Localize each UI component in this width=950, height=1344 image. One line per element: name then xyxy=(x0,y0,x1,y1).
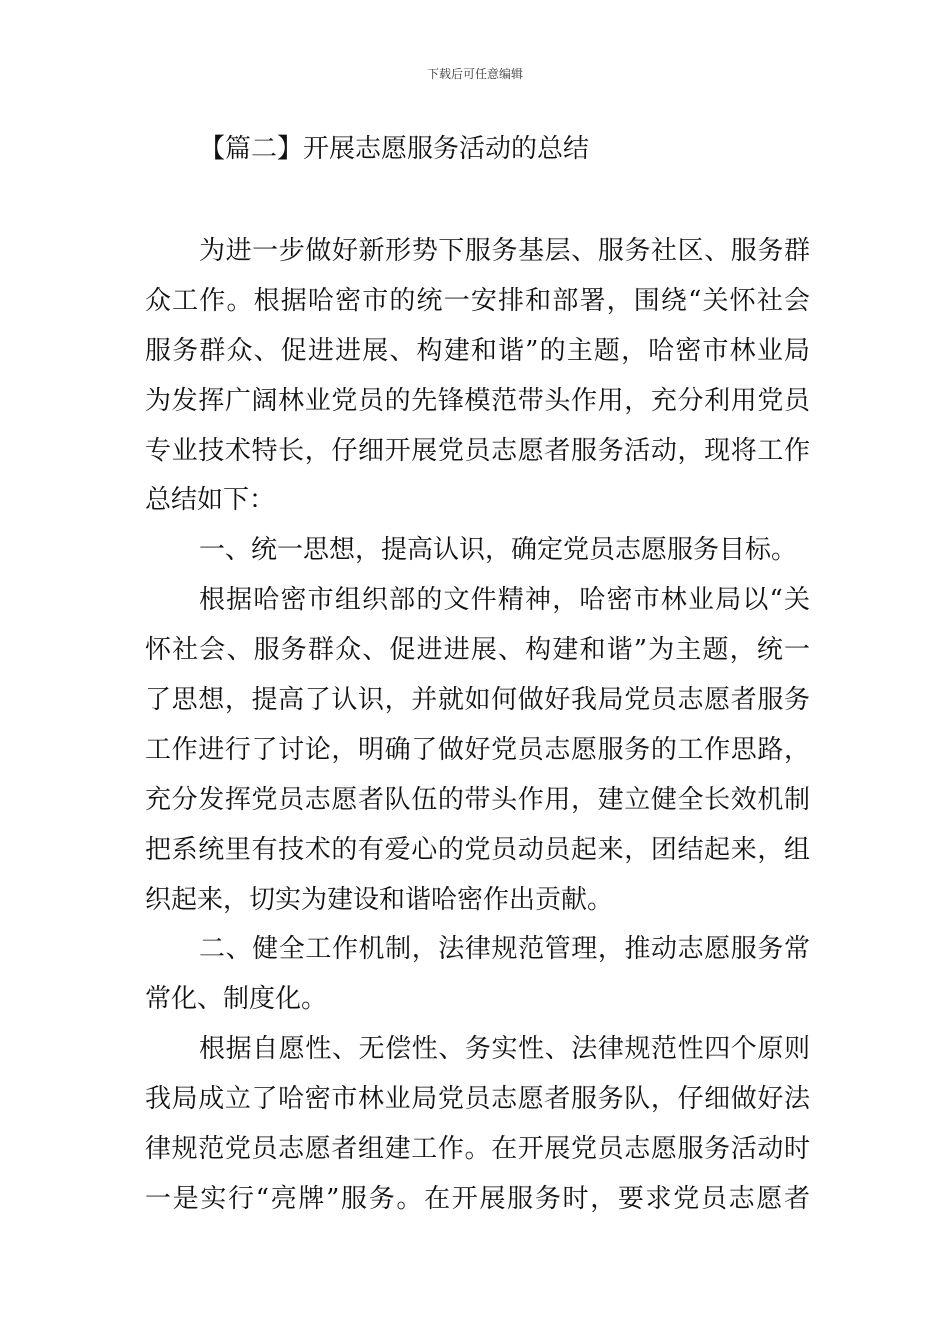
paragraph-line: 专业技术特长，仔细开展党员志愿者服务活动，现将工作 xyxy=(145,435,810,466)
paragraph-line: 根据自愿性、无偿性、务实性、法律规范性四个原则 xyxy=(199,1034,810,1065)
paragraph-line: 为进一步做好新形势下服务基层、服务社区、服务群 xyxy=(199,236,810,266)
header-note: 下载后可任意编辑 xyxy=(426,67,523,81)
paragraph-line: 织起来，切实为建设和谐哈密作出贡献。 xyxy=(145,884,614,915)
paragraph-line: 为发挥广阔林业党员的先锋模范带头作用，充分利用党员 xyxy=(145,385,810,416)
section-heading: 二、健全工作机制，法律规范管理，推动志愿服务常 xyxy=(199,934,810,965)
section-heading: 常化、制度化。 xyxy=(145,984,328,1015)
paragraph-line: 了思想，提高了认识，并就如何做好我局党员志愿者服务 xyxy=(145,685,810,716)
document-title: 【篇二】开展志愿服务活动的总结 xyxy=(199,134,590,164)
paragraph-line: 一是实行“亮牌”服务。在开展服务时，要求党员志愿者 xyxy=(145,1183,810,1214)
paragraph-line: 根据哈密市组织部的文件精神，哈密市林业局以“关 xyxy=(199,585,810,616)
paragraph-line: 充分发挥党员志愿者队伍的带头作用，建立健全长效机制 xyxy=(145,784,810,815)
paragraph-line: 总结如下： xyxy=(145,485,276,516)
section-heading: 一、统一思想，提高认识，确定党员志愿服务目标。 xyxy=(199,535,798,566)
paragraph-line: 服务群众、促进进展、构建和谐”的主题，哈密市林业局 xyxy=(145,335,810,366)
paragraph-line: 我局成立了哈密市林业局党员志愿者服务队，仔细做好法 xyxy=(145,1084,810,1115)
document-body xyxy=(145,227,810,1225)
paragraph-line: 把系统里有技术的有爱心的党员动员起来，团结起来，组 xyxy=(145,834,810,865)
paragraph-line: 工作进行了讨论，明确了做好党员志愿服务的工作思路， xyxy=(145,734,810,765)
paragraph-line: 众工作。根据哈密市的统一安排和部署，围绕“关怀社会 xyxy=(145,285,810,316)
paragraph-line: 怀社会、服务群众、促进进展、构建和谐”为主题，统一 xyxy=(145,635,810,666)
paragraph-line: 律规范党员志愿者组建工作。在开展党员志愿服务活动时 xyxy=(145,1134,810,1165)
